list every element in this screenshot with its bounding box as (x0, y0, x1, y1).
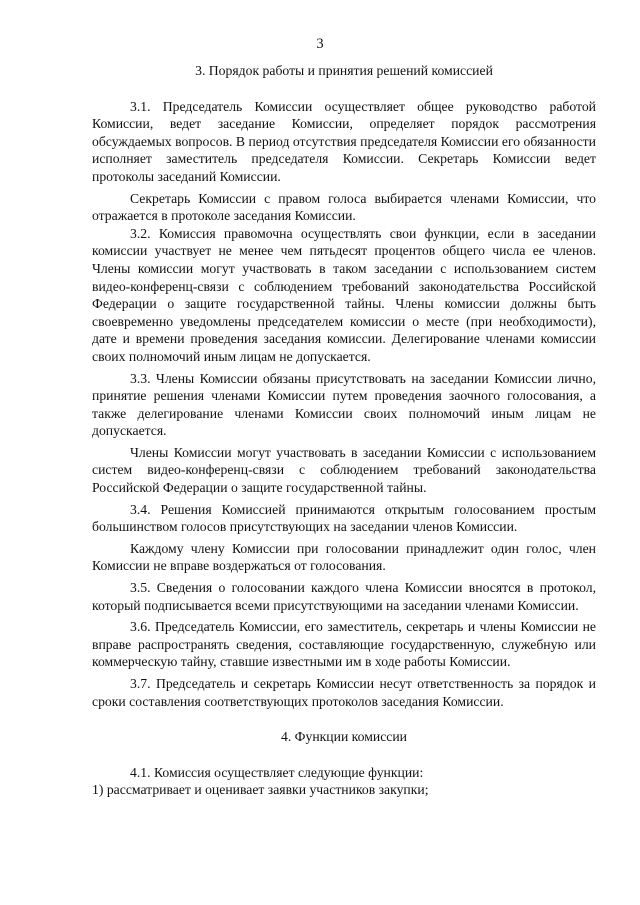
paragraph-3-7: 3.7. Председатель и секретарь Комиссии несут ответственность за порядок и сроки составления соответствующих протоколов заседания Комиссии. (92, 676, 596, 709)
paragraph-3-1: 3.1. Председатель Комиссии осуществляет общее руководство работой Комиссии, ведет заседание Комиссии, определяет порядок рассмотрения обсуждаемых вопросов. В период отсутствия председателя Комиссии его обязанности исполняет заместитель председателя Комиссии. Секретарь Комиссии ведет протоколы заседаний Комиссии. (92, 98, 596, 184)
section-4-heading: 4. Функции комиссии (280, 729, 408, 745)
paragraph-3-5: 3.5. Сведения о голосовании каждого члена Комиссии вносятся в протокол, который подписывается всеми присутствующими на заседании членами Комиссии. (92, 580, 596, 613)
paragraph-3-2: 3.2. Комиссия правомочна осуществлять свои функции, если в заседании комиссии участвует не менее чем пятьдесят процентов общего числа ее членов. Члены комиссии могут участвовать в таком заседании с использованием систем видео-конференц-связи с соблюдением требований законодательства Российской Федерации о защите государственной тайны. Члены комиссии должны быть своевременно уведомлены председателем комиссии о месте (при необходимости), дате и времени проведения заседания комиссии. Делегирование членами комиссии своих полномочий иным лицам не допускается. (92, 225, 596, 364)
paragraph-3-3-video: Члены Комиссии могут участвовать в заседании Комиссии с использованием систем видео-конференц-связи с соблюдением требований законодательства Российской Федерации о защите государственной тайны. (92, 444, 596, 496)
paragraph-3-1-secretary: Секретарь Комиссии с правом голоса выбирается членами Комиссии, что отражается в протоколе заседания Комиссии. (92, 190, 596, 224)
paragraph-3-4-vote: Каждому члену Комиссии при голосовании принадлежит один голос, член Комиссии не вправе воздержаться от голосования. (92, 540, 596, 574)
paragraph-3-6: 3.6. Председатель Комиссии, его заместитель, секретарь и члены Комиссии не вправе распространять сведения, составляющие государственную, служебную или коммерческую тайну, ставшие известными им в ходе работы Комиссии. (92, 619, 596, 670)
paragraph-3-4: 3.4. Решения Комиссией принимаются открытым голосованием простым большинством голосов присутствующих на заседании членов Комиссии. (92, 501, 596, 535)
paragraph-4-1-item-1: 1) рассматривает и оценивает заявки участников закупки; (92, 782, 429, 798)
section-3-heading: 3. Порядок работы и принятия решений комиссией (195, 63, 493, 78)
paragraph-3-3: 3.3. Члены Комиссии обязаны присутствовать на заседании Комиссии лично, принятие решения членами Комиссии путем проведения заочного голосования, а также делегирование членами Комиссии своих полномочий иным лицам не допускается. (92, 370, 596, 439)
document-body (92, 62, 596, 799)
page-number: 3 (316, 36, 324, 52)
paragraph-4-1: 4.1. Комиссия осуществляет следующие функции: (130, 764, 424, 780)
